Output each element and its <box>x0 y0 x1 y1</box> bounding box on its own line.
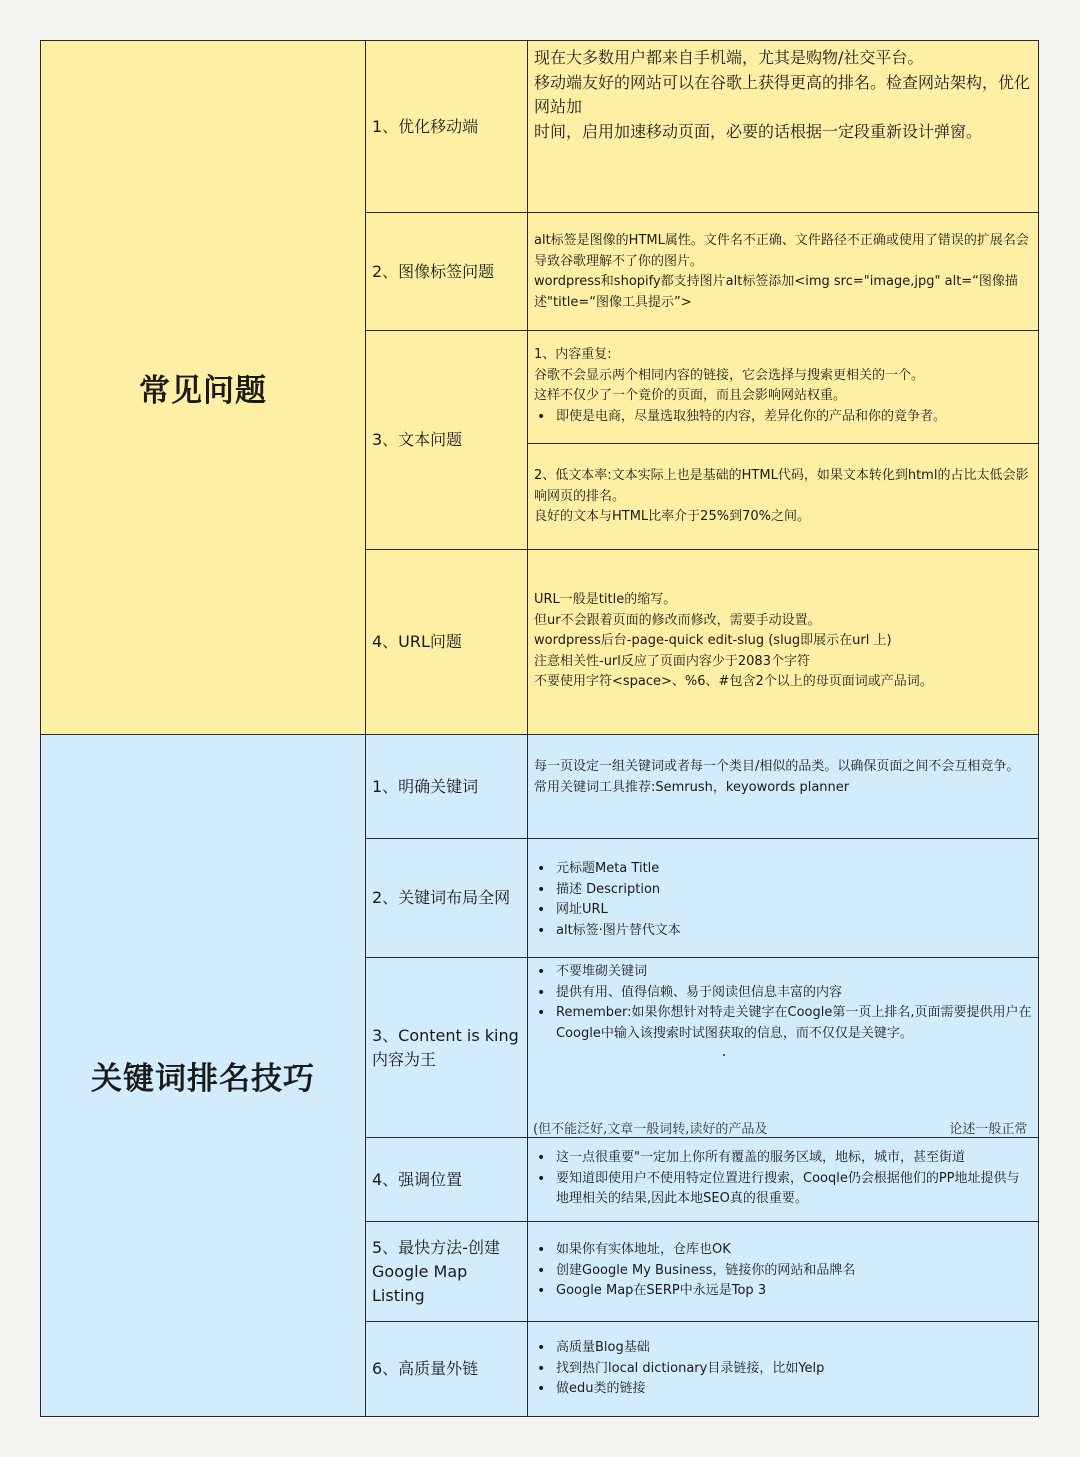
bullet-item: • Remember:如果你想针对特走关键字在Coogle第一页上排名,页面需要提供用户在Coogle中输入该搜索时试图获取的信息，而不仅仅是关键字。 <box>534 1003 1032 1044</box>
bullet-item: • 创建Google My Business，链接你的网站和品牌名 <box>534 1261 1032 1282</box>
desc-mobile-optimization <box>527 40 1039 213</box>
desc-line: 不要使用字符<space>、%6、#包含2个以上的母页面词或产品词。 <box>534 674 933 689</box>
bullet-item: • 网址URL <box>534 900 1032 921</box>
bullet-item: • 描述 Description <box>534 880 1032 901</box>
bullet-item: • alt标签·图片替代文本 <box>534 921 1032 942</box>
desc-line: URL一般是title的缩写。 <box>534 592 677 607</box>
topic-image-alt: 2、图像标签问题 <box>365 212 528 331</box>
bullet-item: • 提供有用、值得信赖、易于阅读但信息丰富的内容 <box>534 983 1032 1004</box>
topic-quality-backlinks: 6、高质量外链 <box>365 1321 528 1417</box>
topic-google-map-listing: 5、最快方法-创建 Google Map Listing <box>365 1221 528 1322</box>
desc-quality-backlinks <box>527 1321 1039 1417</box>
desc-low-text-ratio <box>527 443 1039 550</box>
desc-line: alt标签是图像的HTML属性。文件名不正确、文件路径不正确或使用了错误的扩展名会导致谷歌理解不了你的图片。 <box>534 233 1029 269</box>
bullet-item: • 即使是电商，尽量选取独特的内容，差异化你的产品和你的竟争者。 <box>534 407 1032 428</box>
desc-line: wordpress后台-page-quick edit-slug (slug即展示在url 上) <box>534 633 892 648</box>
desc-keyword-placement <box>527 838 1039 958</box>
desc-emphasize-location <box>527 1137 1039 1222</box>
topic-define-keywords: 1、明确关键词 <box>365 734 528 839</box>
desc-line: 但ur不会跟着页面的修改而修改，需要手动设置。 <box>534 612 821 628</box>
stray-dot <box>723 1054 725 1056</box>
desc-line: 移动端友好的网站可以在谷歌上获得更高的排名。检查网站架构，优化网站加 <box>534 72 1031 116</box>
desc-line: wordpress和shopify都支持图片alt标签添加<img src="image,jpg" alt=“图像描述"title=“图像工具提示”> <box>534 274 1018 310</box>
topic-text-issues: 3、文本问题 <box>365 330 528 550</box>
bullet-item: • 元标题Meta Title <box>534 859 1032 880</box>
category-keyword-ranking <box>40 734 366 1417</box>
desc-line: 现在大多数用户都来自手机端，尤其是购物/社交平台。 <box>534 48 924 67</box>
topic-emphasize-location: 4、强调位置 <box>365 1137 528 1222</box>
desc-line: 这样不仅少了一个竟价的页面，而且会影响网站权重。 <box>534 388 847 403</box>
category-title: 关键词排名技巧 <box>91 1061 315 1097</box>
topic-keyword-placement: 2、关键词布局全网 <box>365 838 528 958</box>
desc-line: 时间，启用加速移动页面，必要的话根据一定段重新设计弹窗。 <box>534 121 983 141</box>
desc-line: 常用关键词工具推荐:Semrush，keyowords planner <box>534 779 850 795</box>
bullet-item: • 不要堆砌关键词 <box>534 962 1032 983</box>
bullet-item: • 如果你有实体地址，仓库也OK <box>534 1240 1032 1261</box>
desc-google-map-listing <box>527 1221 1039 1322</box>
desc-content-is-king <box>527 957 1039 1138</box>
desc-define-keywords <box>527 734 1039 839</box>
topic-mobile-optimization: 1、优化移动端 <box>365 40 528 213</box>
desc-url-issues <box>527 549 1039 735</box>
bullet-item: • 高质量Blog基础 <box>534 1338 1032 1359</box>
bullet-item: • 找到热门local dictionary目录链接，比如Yelp <box>534 1359 1032 1380</box>
desc-line: 1、内容重复: <box>534 347 612 362</box>
bullet-item: • 要知道即使用户不使用特定位置进行搜索，Cooqle仍会根据他们的PP地址提供与地理相关的结果,因此本地SEO真的很重要。 <box>534 1169 1032 1210</box>
topic-content-is-king: 3、Content is king 内容为王 <box>365 957 528 1138</box>
bullet-item: • Google Map在SERP中永远是Top 3 <box>534 1281 1032 1302</box>
desc-line: 注意相关性-url反应了页面内容少于2083个字符 <box>534 653 810 669</box>
desc-line: 2、低文本率:文本实际上也是基础的HTML代码，如果文本转化到html的占比太低会影响网页的排名。 <box>534 468 1029 504</box>
cut-off-text: (但不能泛好,文章一般词转,读好的产品及 论述一般正常 <box>533 1122 1028 1137</box>
desc-image-alt <box>527 212 1039 331</box>
desc-line: 每一页设定一组关键词或者每一个类目/相似的品类。以确保页面之间不会互相竞争。 <box>534 759 1020 774</box>
desc-duplicate-content <box>527 330 1039 444</box>
topic-url-issues: 4、URL问题 <box>365 549 528 735</box>
desc-line: 谷歌不会显示两个相同内容的链接，它会选择与搜索更相关的一个。 <box>534 367 925 383</box>
category-common-issues <box>40 40 366 735</box>
seo-tips-table <box>40 40 1039 1417</box>
bullet-item: • 这一点很重要"一定加上你所有覆盖的服务区域，地标，城市，甚至街道 <box>534 1148 1032 1169</box>
category-title: 常见问题 <box>139 373 267 409</box>
bullet-item: • 做edu类的链接 <box>534 1379 1032 1400</box>
desc-line: 良好的文本与HTML比率介于25%到70%之间。 <box>534 509 810 524</box>
